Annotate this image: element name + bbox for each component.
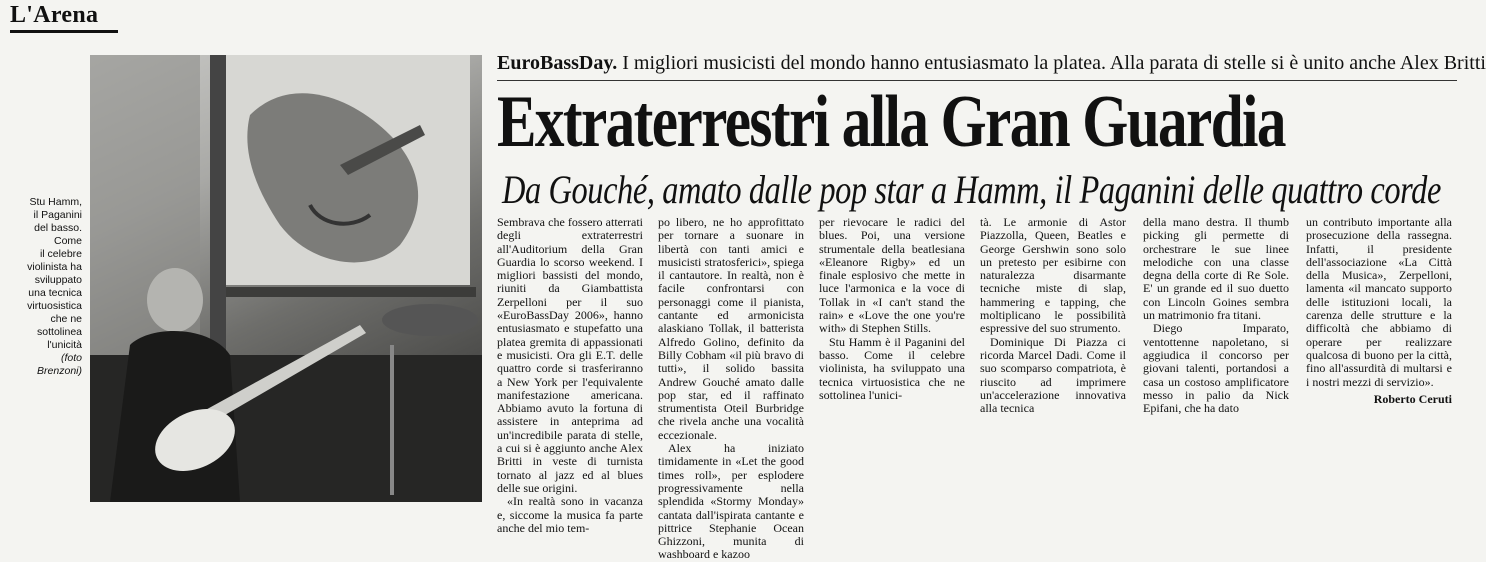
caption-line: virtuosistica: [27, 300, 82, 312]
credit-line: (foto: [60, 352, 82, 364]
author-byline: Roberto Ceruti: [1373, 391, 1452, 406]
photo-credit: [8, 352, 82, 378]
article-column-5: [1143, 216, 1289, 504]
article-paragraph: per rievocare le radici del blues. Poi, una versione strumentale della beatlesiana «Eleanore Rigby» ed un finale esplosivo che mette in luce l'armonica e la voce di Tollak in «I can't stand the rain» e «Love the one you're with» di Stephen Stills.: [819, 215, 965, 336]
kicker-line: [497, 52, 1486, 75]
article-paragraph: tà. Le armonie di Astor Piazzolla, Queen, Beatles e George Gershwin sono solo un pretesto per esibirne con naturalezza disarmante tecniche miste di slap, hammering e tapping, che moltiplicano le possibilità espressive del suo strumento.: [980, 215, 1126, 336]
article-paragraph: un contributo importante alla prosecuzione della rassegna. Infatti, il presidente dell'associazione «La Città della Musica», Zerpelloni, lamenta «il mancato supporto delle istituzioni locali, la carenza delle strutture e la difficoltà che abbiamo di operare per realizzare qualcosa di buono per la città, fino all'assurdità di multarsi e i nostri mezzi di servizio».: [1306, 215, 1452, 389]
masthead-underline: [10, 30, 118, 33]
caption-line: del basso.: [34, 222, 82, 234]
article-paragraph: po libero, ne ho approfittato per tornare a suonare in libertà con tanti amici e musicisti stratosferici», spiega il cantautore. In realtà, non è facile confrontarsi con personaggi come il pianista, cantante ed armonicista alaskiano Tollak, il batterista Alfredo Golino, definito da Billy Cobham «il più bravo di tutti», il solido bassita Andrew Gouché amato dalle pop star, ed il raffinato strumentista Oteil Burbridge che rivela anche una vocalità eccezionale.: [658, 215, 804, 442]
article-paragraph: Alex ha iniziato timidamente in «Let the good times roll», per esplodere progressivamente nella splendida «Stormy Monday» cantata dall'ispirata cantante e pittrice Stephanie Ocean Ghizzoni, munita di washboard e kazoo: [658, 441, 804, 562]
caption-line: il celebre: [39, 248, 82, 260]
kicker-label: EuroBassDay.: [497, 52, 618, 74]
article-column-4: [980, 216, 1126, 504]
caption-line: violinista ha: [27, 261, 82, 273]
headline: Extraterrestri alla Gran Guardia: [497, 81, 1285, 163]
article-column-2: [658, 215, 804, 562]
article-paragraph: «In realtà sono in vacanza e, siccome la musica fa parte anche del mio tem-: [497, 494, 643, 535]
concert-photo: [90, 55, 482, 502]
caption-line: una tecnica: [28, 287, 82, 299]
article-column-6: [1306, 216, 1452, 504]
article-paragraph: Dominique Di Piazza ci ricorda Marcel Dadi. Come il suo scomparso compatriota, è riuscito ad imprimere un'accelerazione innovativa alla tecnica: [980, 334, 1126, 416]
credit-line: Brenzoni): [37, 365, 82, 377]
caption-text: [8, 196, 82, 352]
photo-caption: [8, 196, 82, 378]
article-paragraph: Diego Imparato, ventottenne napoletano, si aggiudica il concorso per giovani talenti, portandosi a casa un costoso amplificatore messo in palio da Nick Epifani, che ha dato: [1143, 321, 1289, 416]
article-column-1: [497, 215, 643, 535]
kicker-text: I migliori musicisti del mondo hanno entusiasmato la platea. Alla parata di stelle si è unito anche Alex Britti: [622, 52, 1486, 74]
subheadline: Da Gouché, amato dalle pop star a Hamm, il Paganini delle quattro corde: [502, 167, 1441, 212]
caption-line: Come: [53, 235, 82, 247]
caption-line: sviluppato: [34, 274, 82, 286]
article-paragraph: Stu Hamm è il Paganini del basso. Come il celebre violinista, ha sviluppato una tecnica virtuosistica che ne sottolinea l'unici-: [819, 334, 965, 402]
article-column-3: [819, 216, 965, 504]
bassist-illustration: [90, 55, 482, 502]
caption-line: l'unicità: [47, 339, 82, 351]
caption-line: Stu Hamm,: [29, 196, 82, 208]
caption-line: sottolinea: [37, 326, 82, 338]
caption-line: il Paganini: [33, 209, 82, 221]
section-masthead: L'Arena: [10, 2, 99, 28]
article-paragraph: Sembrava che fossero atterrati degli extraterrestri all'Auditorium della Gran Guardia lo scorso weekend. I migliori bassisti del mondo, riuniti da Giambattista Zerpelloni per il suo «EuroBassDay 2006», hanno entusiasmato e stupefatto una platea gremita di appassionati e musicisti. Ora gli E.T. delle quattro corde si trasferiranno a New York per l'equivalente manifestazione americana. Abbiamo avuto la fortuna di assistere in anteprima ad un'incredibile parata di stelle, a cui si è aggiunto anche Alex Britti in veste di turnista tornato al jazz ed al blues delle sue origini.: [497, 215, 643, 495]
article-paragraph: della mano destra. Il thumb picking gli permette di orchestrare le sue linee melodiche con una classe degna della corte di Re Sole. E' un grande ed il suo duetto con Lincoln Goines sembra un matrimonio fra titani.: [1143, 215, 1289, 323]
caption-line: che ne: [50, 313, 82, 325]
